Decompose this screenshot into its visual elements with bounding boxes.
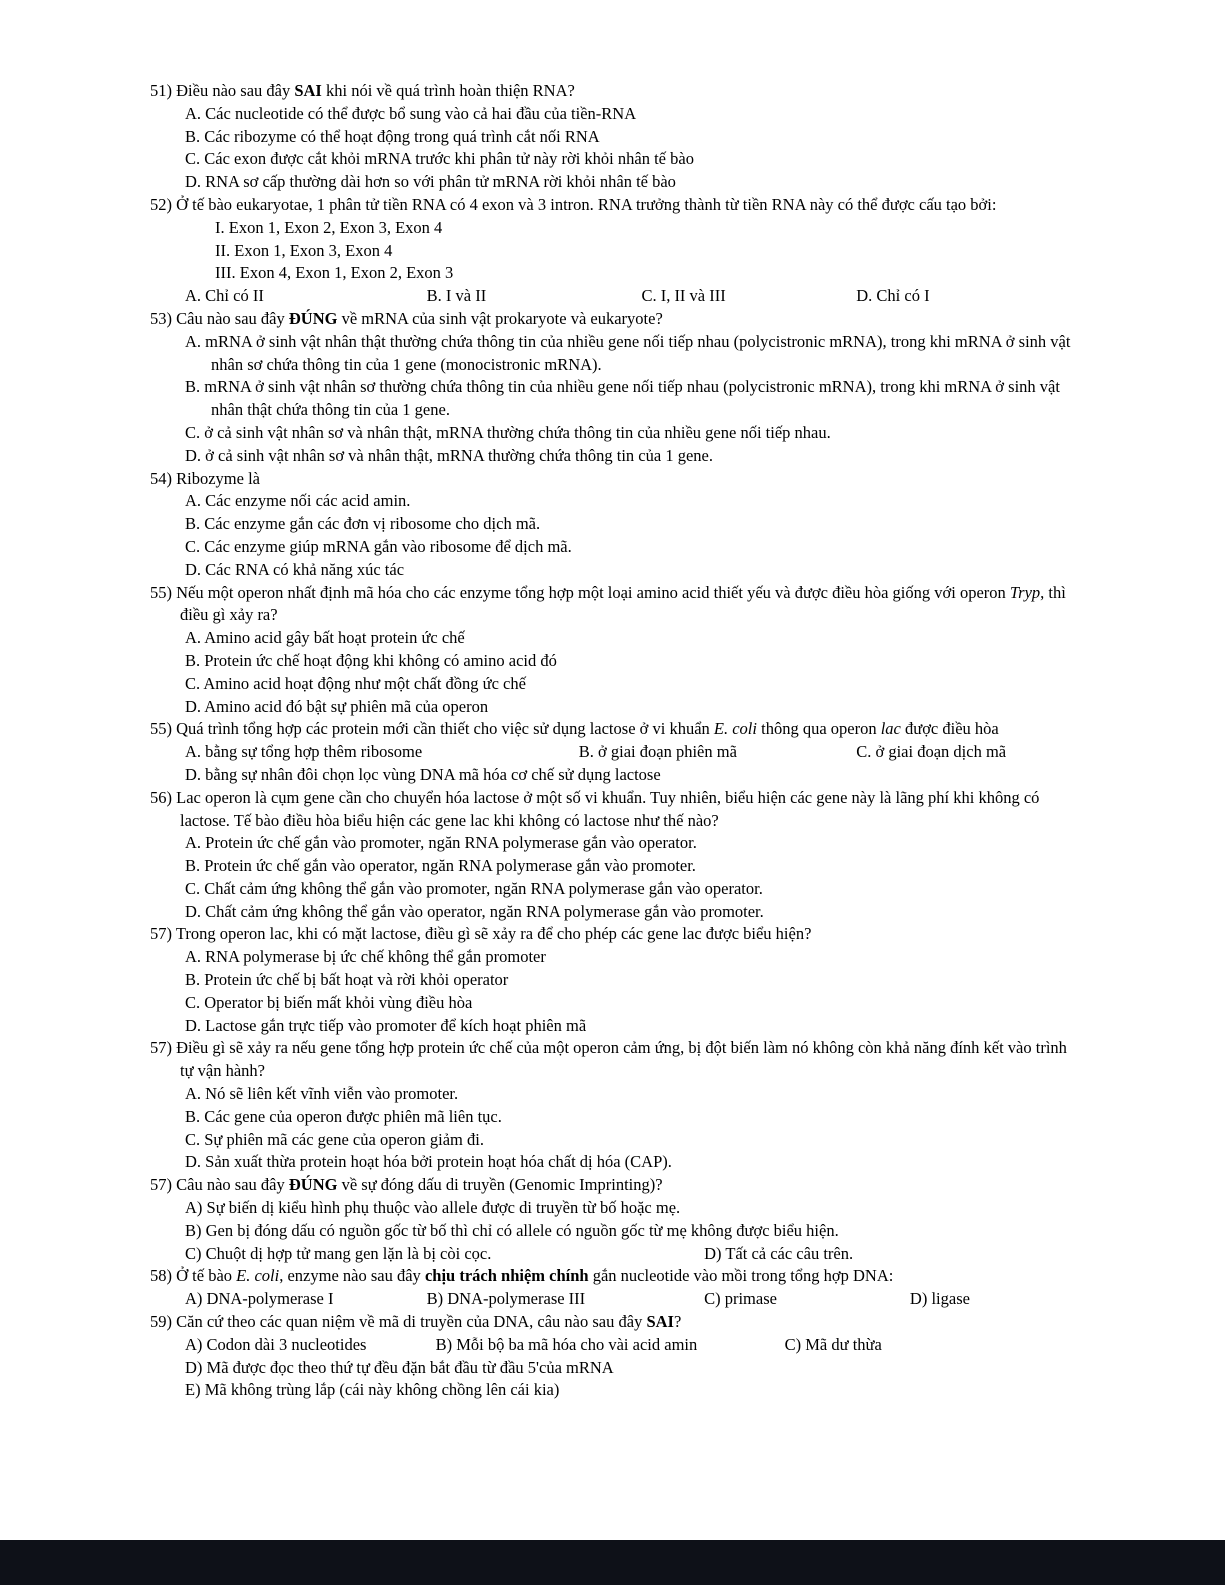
option xyxy=(185,946,546,969)
question-number: 57) xyxy=(150,924,176,944)
text-segment: B. Các gene của operon được phiên mã liên tục. xyxy=(185,1106,502,1126)
question xyxy=(150,80,1080,194)
text-segment: Câu nào sau đây xyxy=(176,308,289,328)
text-segment: D. Chỉ có I xyxy=(856,286,930,306)
option xyxy=(185,855,696,878)
question-number: 52) xyxy=(150,194,177,214)
option-row xyxy=(185,1151,1080,1174)
text-segment: A. Các enzyme nối các acid amin. xyxy=(185,491,411,511)
question-stem xyxy=(150,308,1080,331)
text-segment: C. ở giai đoạn dịch mã xyxy=(856,742,1007,762)
option-row xyxy=(185,1129,1080,1152)
option xyxy=(185,536,572,559)
text-segment: B. Protein ức chế hoạt động khi không có amino acid đó xyxy=(185,650,557,670)
text-segment: về mRNA của sinh vật prokaryote và eukaryote? xyxy=(337,308,663,328)
text-segment: D. Các RNA có khả năng xúc tác xyxy=(185,559,405,579)
option xyxy=(185,171,676,194)
option xyxy=(436,1334,785,1357)
option xyxy=(185,1357,614,1380)
question xyxy=(150,1037,1080,1174)
text-segment: B) Mỗi bộ ba mã hóa cho vài acid amin xyxy=(435,1334,698,1354)
option xyxy=(185,422,831,445)
option xyxy=(185,148,694,171)
option-row xyxy=(185,1243,1080,1266)
option-row xyxy=(185,1083,1080,1106)
question-number: 59) xyxy=(150,1312,177,1332)
option xyxy=(185,445,713,468)
text-segment: D. Amino acid đó bật sự phiên mã của operon xyxy=(185,696,489,716)
option-row xyxy=(185,992,1080,1015)
question-number: 57) xyxy=(150,1038,177,1058)
text-segment: Quá trình tổng hợp các protein mới cần thiết cho việc sử dụng lactose ở vi khuẩn xyxy=(176,719,714,739)
text-segment: D. Lactose gắn trực tiếp vào promoter để kích hoạt phiên mã xyxy=(185,1015,587,1035)
question-number: 54) xyxy=(150,468,177,488)
text-segment: SAI xyxy=(294,81,322,100)
text-segment: được điều hòa xyxy=(900,719,999,739)
text-segment: Điều nào sau đây xyxy=(176,81,295,100)
text-segment: D. RNA sơ cấp thường dài hơn so với phân tử mRNA rời khỏi nhân tế bào xyxy=(185,172,676,192)
text-segment: B. mRNA ở sinh vật nhân sơ thường chứa thông tin của nhiều gene nối tiếp nhau (polycistronic mRNA), trong khi mRNA ở sinh vật nhân thật chứa thông tin của 1 gene. xyxy=(185,377,1060,420)
option-row xyxy=(185,1334,1080,1357)
question xyxy=(150,923,1080,1037)
footer-bar xyxy=(0,1540,1225,1585)
option xyxy=(185,741,579,764)
option-row xyxy=(185,445,1080,468)
question-stem xyxy=(150,923,1080,946)
option-row xyxy=(185,741,1080,764)
text-segment: D. bằng sự nhân đôi chọn lọc vùng DNA mã hóa cơ chế sử dụng lactose xyxy=(185,764,661,784)
option-row xyxy=(185,285,1080,308)
option xyxy=(185,1129,484,1152)
option-row xyxy=(185,422,1080,445)
roman-item: III. Exon 4, Exon 1, Exon 2, Exon 3 xyxy=(215,263,454,283)
document-page xyxy=(150,80,1080,1402)
option-row xyxy=(185,878,1080,901)
text-segment: D) Mã được đọc theo thứ tự đều đặn bắt đầu từ đầu 5'của mRNA xyxy=(185,1357,614,1377)
option-row xyxy=(185,103,1080,126)
question-stem xyxy=(150,80,1080,103)
text-segment: C. Các enzyme giúp mRNA gắn vào ribosome để dịch mã. xyxy=(185,536,572,556)
text-segment: D. ở cả sinh vật nhân sơ và nhân thật, mRNA thường chứa thông tin của 1 gene. xyxy=(185,445,713,465)
option-row xyxy=(185,855,1080,878)
option-row xyxy=(185,1220,1080,1243)
text-segment: C. Sự phiên mã các gene của operon giảm đi. xyxy=(185,1129,484,1149)
text-segment: E. coli xyxy=(236,1266,280,1286)
text-segment: C. Operator bị biến mất khỏi vùng điều hòa xyxy=(185,992,473,1012)
option xyxy=(427,285,642,308)
question-number: 55) xyxy=(150,582,177,602)
question-stem xyxy=(150,194,1080,217)
text-segment: A. Chỉ có II xyxy=(185,286,264,306)
option-row xyxy=(185,148,1080,171)
option xyxy=(185,764,661,787)
question-number: 53) xyxy=(150,308,177,328)
option-row xyxy=(185,1106,1080,1129)
text-segment: Nếu một operon nhất định mã hóa cho các enzyme tổng hợp một loại amino acid thiết yếu và được điều hòa giống với operon xyxy=(176,582,1010,602)
question-stem xyxy=(150,718,1080,741)
text-segment: C. ở cả sinh vật nhân sơ và nhân thật, mRNA thường chứa thông tin của nhiều gene nối tiếp nhau. xyxy=(185,422,831,442)
text-segment: B. I và II xyxy=(426,286,487,306)
text-segment: chịu trách nhiệm chính xyxy=(424,1266,589,1286)
text-segment: Tryp xyxy=(1009,582,1041,602)
text-segment: ĐÚNG xyxy=(288,1175,338,1195)
text-segment: khi nói về quá trình hoàn thiện RNA? xyxy=(321,81,575,100)
text-segment: SAI xyxy=(646,1312,674,1332)
text-segment: Điều gì sẽ xảy ra nếu gene tổng hợp protein ức chế của một operon cảm ứng, bị đột biến làm nó không còn khả năng đính kết vào trình tự vận hành? xyxy=(176,1038,1067,1081)
question-list xyxy=(150,80,1080,1402)
question-number: 57) xyxy=(150,1175,177,1195)
text-segment: Căn cứ theo các quan niệm về mã di truyền của DNA, câu nào sau đây xyxy=(176,1312,647,1332)
question-stem xyxy=(150,1311,1080,1334)
text-segment: B) Gen bị đóng dấu có nguồn gốc từ bố thì chỉ có allele có nguồn gốc từ mẹ không được biểu hiện. xyxy=(185,1220,839,1240)
option xyxy=(185,1197,680,1220)
text-segment: E) Mã không trùng lắp (cái này không chồng lên cái kia) xyxy=(185,1380,560,1400)
option xyxy=(185,1015,586,1038)
option xyxy=(427,1288,704,1311)
text-segment: C) Chuột dị hợp tử mang gen lặn là bị còi cọc. xyxy=(185,1243,492,1263)
question-number: 56) xyxy=(150,787,177,807)
option xyxy=(185,126,600,149)
text-segment: , enzyme nào sau đây xyxy=(279,1266,425,1286)
text-segment: B. Các ribozyme có thể hoạt động trong quá trình cắt nối RNA xyxy=(185,126,600,146)
option-row xyxy=(185,513,1080,536)
text-segment: C. Các exon được cắt khỏi mRNA trước khi phân tử này rời khỏi nhân tế bào xyxy=(185,149,694,169)
question xyxy=(150,1311,1080,1402)
option-row xyxy=(185,696,1080,719)
question-stem xyxy=(150,787,1080,833)
question xyxy=(150,308,1080,468)
question xyxy=(150,468,1080,582)
text-segment: B. Protein ức chế gắn vào operator, ngăn RNA polymerase gắn vào promoter. xyxy=(185,856,696,876)
option-row xyxy=(185,1015,1080,1038)
text-segment: B. ở giai đoạn phiên mã xyxy=(578,742,737,762)
option-row xyxy=(185,536,1080,559)
option-row xyxy=(185,946,1080,969)
option-row xyxy=(185,650,1080,673)
option-row xyxy=(185,559,1080,582)
option xyxy=(185,650,557,673)
option xyxy=(185,1106,502,1129)
option xyxy=(185,673,526,696)
question xyxy=(150,718,1080,786)
option xyxy=(641,285,856,308)
text-segment: ĐÚNG xyxy=(288,308,338,328)
text-segment: A. Protein ức chế gắn vào promoter, ngăn RNA polymerase gắn vào operator. xyxy=(185,833,697,853)
text-segment: Trong operon lac, khi có mặt lactose, điều gì sẽ xảy ra để cho phép các gene lac được biểu hiện? xyxy=(175,924,812,944)
text-segment: D) ligase xyxy=(909,1289,970,1309)
roman-item: II. Exon 1, Exon 3, Exon 4 xyxy=(215,240,393,260)
option xyxy=(185,878,763,901)
option-row xyxy=(185,1357,1080,1380)
option xyxy=(185,1151,672,1174)
option-row xyxy=(185,126,1080,149)
text-segment: gắn nucleotide vào mồi trong tổng hợp DNA: xyxy=(588,1266,894,1286)
text-segment: C) primase xyxy=(704,1289,777,1309)
question-number: 58) xyxy=(150,1266,177,1286)
option-row xyxy=(185,1288,1080,1311)
text-segment: A. mRNA ở sinh vật nhân thật thường chứa thông tin của nhiều gene nối tiếp nhau (polycistronic mRNA), trong khi mRNA ở sinh vật nhân sơ chứa thông tin của 1 gene (monocistronic mRNA). xyxy=(185,331,1071,374)
text-segment: Ribozyme là xyxy=(176,468,260,488)
option-row xyxy=(185,376,1080,422)
option xyxy=(185,1379,559,1402)
text-segment: , thì điều gì xảy ra? xyxy=(180,582,1066,625)
question-stem xyxy=(150,1037,1080,1083)
text-segment: A. RNA polymerase bị ức chế không thể gắn promoter xyxy=(185,947,546,967)
option xyxy=(856,285,1080,308)
option-row xyxy=(185,832,1080,855)
option xyxy=(185,559,404,582)
text-segment: thông qua operon xyxy=(756,719,881,739)
question-number: 55) xyxy=(150,719,177,739)
option xyxy=(185,696,488,719)
option xyxy=(185,901,764,924)
text-segment: A. Nó sẽ liên kết vĩnh viễn vào promoter. xyxy=(185,1084,459,1104)
option xyxy=(185,376,1080,422)
text-segment: E. coli xyxy=(713,719,757,739)
option-row xyxy=(185,331,1080,377)
text-segment: C. I, II và III xyxy=(641,286,726,306)
text-segment: C. Chất cảm ứng không thể gắn vào promoter, ngăn RNA polymerase gắn vào operator. xyxy=(185,878,763,898)
option xyxy=(856,741,1080,764)
text-segment: B. Các enzyme gắn các đơn vị ribosome cho dịch mã. xyxy=(185,514,541,534)
text-segment: D. Sản xuất thừa protein hoạt hóa bởi protein hoạt hóa chất dị hóa (CAP). xyxy=(185,1152,672,1172)
text-segment: A) Codon dài 3 nucleotides xyxy=(185,1334,367,1354)
text-segment: A. Amino acid gây bất hoạt protein ức chế xyxy=(185,628,465,648)
option-row xyxy=(185,171,1080,194)
option-row xyxy=(185,764,1080,787)
text-segment: B) DNA-polymerase III xyxy=(426,1289,586,1309)
text-segment: C) Mã dư thừa xyxy=(784,1334,882,1354)
text-segment: C. Amino acid hoạt động như một chất đồng ức chế xyxy=(185,673,526,693)
roman-item: I. Exon 1, Exon 2, Exon 3, Exon 4 xyxy=(215,217,443,237)
question-stem xyxy=(150,1265,1080,1288)
option-row xyxy=(185,901,1080,924)
text-segment: B. Protein ức chế bị bất hoạt và rời khỏi operator xyxy=(185,970,509,990)
option xyxy=(185,285,427,308)
question xyxy=(150,1265,1080,1311)
question-stem xyxy=(150,1174,1080,1197)
text-segment: A. bằng sự tổng hợp thêm ribosome xyxy=(185,742,423,762)
option xyxy=(185,1288,427,1311)
option xyxy=(185,969,508,992)
text-segment: Ở tế bào eukaryotae, 1 phân tử tiền RNA có 4 exon và 3 intron. RNA trưởng thành từ tiền RNA này có thể được cấu tạo bởi: xyxy=(176,194,997,214)
text-segment: D. Chất cảm ứng không thể gắn vào operator, ngăn RNA polymerase gắn vào promoter. xyxy=(185,901,764,921)
option xyxy=(704,1288,910,1311)
option xyxy=(185,513,540,536)
option xyxy=(185,992,472,1015)
option xyxy=(185,627,465,650)
option-row xyxy=(185,627,1080,650)
option xyxy=(185,1220,839,1243)
text-segment: A. Các nucleotide có thể được bổ sung vào cả hai đầu của tiền-RNA xyxy=(185,103,637,123)
text-segment: Lac operon là cụm gene cần cho chuyển hóa lactose ở một số vi khuẩn. Tuy nhiên, biểu hiện các gene này là lãng phí khi không có lactose. Tế bào điều hòa biểu hiện các gene lac khi không có lactose như thế nào? xyxy=(176,787,1040,830)
text-segment: A) DNA-polymerase I xyxy=(185,1289,334,1309)
question xyxy=(150,194,1080,308)
question xyxy=(150,1174,1080,1265)
option xyxy=(785,1334,1080,1357)
text-segment: Ở tế bào xyxy=(176,1266,237,1286)
option-row xyxy=(185,969,1080,992)
option xyxy=(579,741,856,764)
text-segment: ? xyxy=(673,1312,682,1332)
question-number: 51) xyxy=(150,81,177,100)
option xyxy=(185,103,636,126)
question xyxy=(150,787,1080,924)
option-row xyxy=(185,490,1080,513)
question xyxy=(150,582,1080,719)
option xyxy=(185,331,1080,377)
question-stem xyxy=(150,468,1080,491)
text-segment: A) Sự biến dị kiểu hình phụ thuộc vào allele được di truyền từ bố hoặc mẹ. xyxy=(185,1198,681,1218)
option xyxy=(910,1288,1080,1311)
option xyxy=(704,1243,1080,1266)
text-segment: Câu nào sau đây xyxy=(176,1175,289,1195)
text-segment: lac xyxy=(880,719,901,739)
option-row xyxy=(185,1379,1080,1402)
option xyxy=(185,1243,704,1266)
option-row xyxy=(185,1197,1080,1220)
option xyxy=(185,832,697,855)
option-row xyxy=(185,673,1080,696)
text-segment: về sự đóng dấu di truyền (Genomic Imprinting)? xyxy=(337,1175,663,1195)
option xyxy=(185,1083,458,1106)
option xyxy=(185,1334,436,1357)
text-segment: D) Tất cả các câu trên. xyxy=(704,1243,854,1263)
question-stem xyxy=(150,582,1080,628)
option xyxy=(185,490,410,513)
